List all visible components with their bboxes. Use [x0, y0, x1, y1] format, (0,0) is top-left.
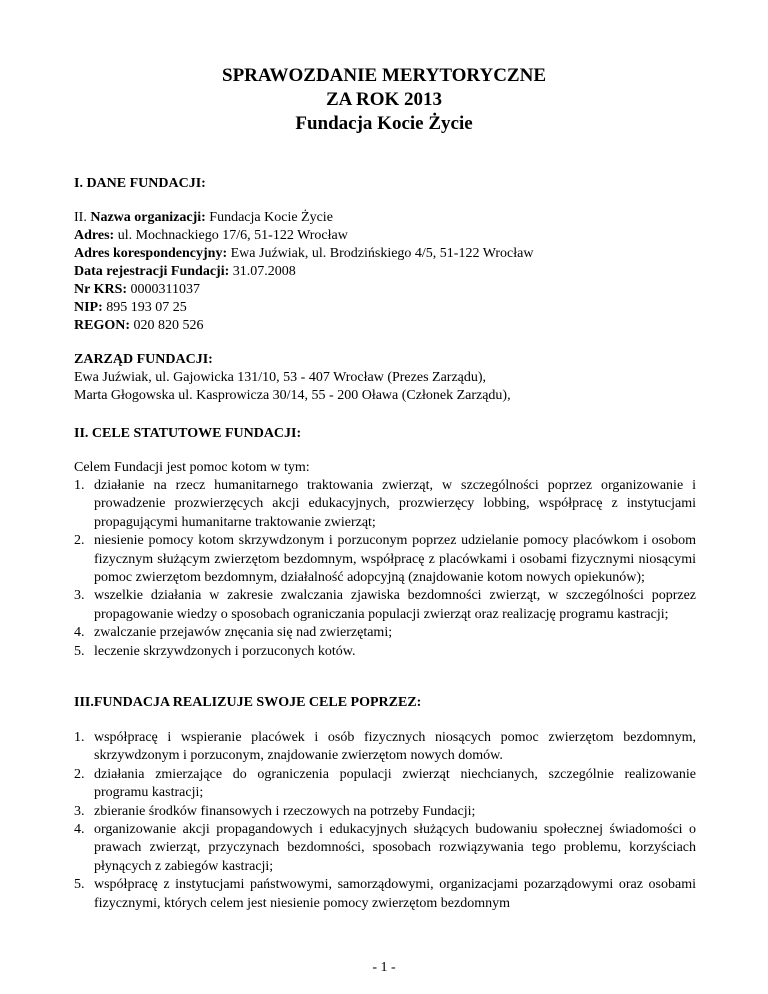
list-item-number: 3. — [74, 803, 85, 819]
list-item — [74, 729, 696, 766]
list-item-number: 2. — [74, 533, 85, 549]
org-name-label: Nazwa organizacji: — [90, 210, 206, 225]
document-title-line2: ZA ROK 2013 — [325, 89, 443, 110]
regon-value: 020 820 526 — [130, 318, 204, 333]
address-label: Adres: — [74, 228, 115, 243]
page-number: - 1 - — [372, 960, 396, 975]
regon-line — [74, 318, 204, 334]
list-item-number: 1. — [74, 730, 85, 745]
address-line — [74, 228, 348, 244]
list-item — [74, 477, 696, 532]
nip-label: NIP: — [74, 300, 103, 315]
list-item-number: 1. — [74, 478, 85, 493]
corr-address-line — [74, 246, 533, 262]
list-item-number: 5. — [74, 643, 85, 659]
board-member-1: Ewa Juźwiak, ul. Gajowicka 131/10, 53 - 407 Wrocław (Prezes Zarządu), — [74, 370, 487, 385]
section1-heading: I. DANE FUNDACJI: — [74, 176, 206, 191]
list-item-number: 5. — [74, 877, 85, 893]
list-item — [74, 821, 696, 876]
krs-label: Nr KRS: — [74, 282, 128, 297]
krs-value: 0000311037 — [127, 282, 201, 297]
list-item — [74, 624, 696, 642]
list-item-text: zbieranie środków finansowych i rzeczowych na potrzeby Fundacji; — [94, 803, 476, 819]
registration-date-label: Data rejestracji Fundacji: — [74, 264, 230, 279]
nip-value: 895 193 07 25 — [102, 300, 187, 315]
address-value: ul. Mochnackiego 17/6, 51-122 Wrocław — [114, 228, 348, 243]
regon-label: REGON: — [74, 318, 130, 333]
registration-date-value: 31.07.2008 — [229, 264, 296, 279]
list-item — [74, 766, 696, 803]
section3-heading: III.FUNDACJA REALIZUJE SWOJE CELE POPRZEZ: — [74, 695, 422, 710]
nip-line — [74, 300, 187, 316]
list-item-text: niesienie pomocy kotom skrzywdzonym i porzuconym poprzez udzielanie pomocy placówkom i osobom fizycznym służącym zwierzętom bezdomnym, współpracę z placówkami i osobami fizycznymi niosącymi pomoc zwierzętom bezdomnym, działalność adopcyjną (znajdowanie kotom nowych opiekunów); — [94, 533, 696, 586]
document-title-line3: Fundacja Kocie Życie — [295, 113, 473, 134]
list-item — [74, 532, 696, 587]
list-item — [74, 876, 696, 913]
board-member-2: Marta Głogowska ul. Kasprowicza 30/14, 55 - 200 Oława (Członek Zarządu), — [74, 388, 511, 403]
list-item-text: współpracę i wspieranie placówek i osób fizycznych niosących pomoc zwierzętom bezdomnym, skrzywdzonym i porzuconym, znajdowanie zwierzętom nowych domów. — [94, 730, 696, 764]
list-item-number: 3. — [74, 588, 85, 604]
list-item-text: wszelkie działania w zakresie zwalczania zjawiska bezdomności zwierząt, w szczególności poprzez propagowanie wiedzy o sposobach ograniczania populacji zwierząt oraz realizację programu kastracji; — [94, 588, 696, 622]
list-item-text: działanie na rzecz humanitarnego traktowania zwierząt, w szczególności poprzez organizowanie i prowadzenie prozwierzęcych akcji edukacyjnych, prozwierzęcy lobbing, współpracę z instytucjami propagującymi humanitarne traktowanie zwierząt; — [94, 478, 696, 530]
list-item-text: działania zmierzające do ograniczenia populacji zwierząt niechcianych, szczególnie realizowanie programu kastracji; — [94, 766, 696, 801]
list-item-text: zwalczanie przejawów znęcania się nad zwierzętami; — [94, 625, 393, 641]
methods-list — [74, 729, 696, 913]
list-item-number: 4. — [74, 625, 85, 641]
corr-address-label: Adres korespondencyjny: — [74, 246, 228, 261]
list-item-number: 4. — [74, 822, 85, 838]
list-item-text: organizowanie akcji propagandowych i edukacyjnych służących budowaniu społecznej świadomości o prawach zwierząt, przyczynach bezdomności, sposobach rozwiązywania tego problemu, korzyściach płynących z zabiegów kastracji; — [94, 822, 696, 874]
org-name-prefix: II. — [74, 210, 91, 225]
section2-intro: Celem Fundacji jest pomoc kotom w tym: — [74, 460, 310, 475]
board-heading: ZARZĄD FUNDACJI: — [74, 352, 213, 367]
list-item — [74, 643, 696, 661]
krs-line — [74, 282, 200, 298]
list-item-text: leczenie skrzywdzonych i porzuconych kotów. — [94, 643, 356, 659]
org-name-line — [74, 210, 333, 226]
statutory-goals-list — [74, 477, 696, 661]
corr-address-value: Ewa Juźwiak, ul. Brodzińskiego 4/5, 51-122 Wrocław — [227, 246, 534, 261]
org-name-value: Fundacja Kocie Życie — [205, 210, 333, 225]
list-item — [74, 803, 696, 821]
document-title-line1: SPRAWOZDANIE MERYTORYCZNE — [222, 65, 546, 86]
registration-date-line — [74, 264, 296, 280]
list-item-number: 2. — [74, 766, 85, 782]
list-item — [74, 587, 696, 624]
list-item-text: współpracę z instytucjami państwowymi, samorządowymi, organizacjami pozarządowymi oraz osobami fizycznymi, których celem jest niesienie pomocy zwierzętom bezdomnym — [94, 877, 696, 911]
section2-heading: II. CELE STATUTOWE FUNDACJI: — [74, 426, 302, 441]
